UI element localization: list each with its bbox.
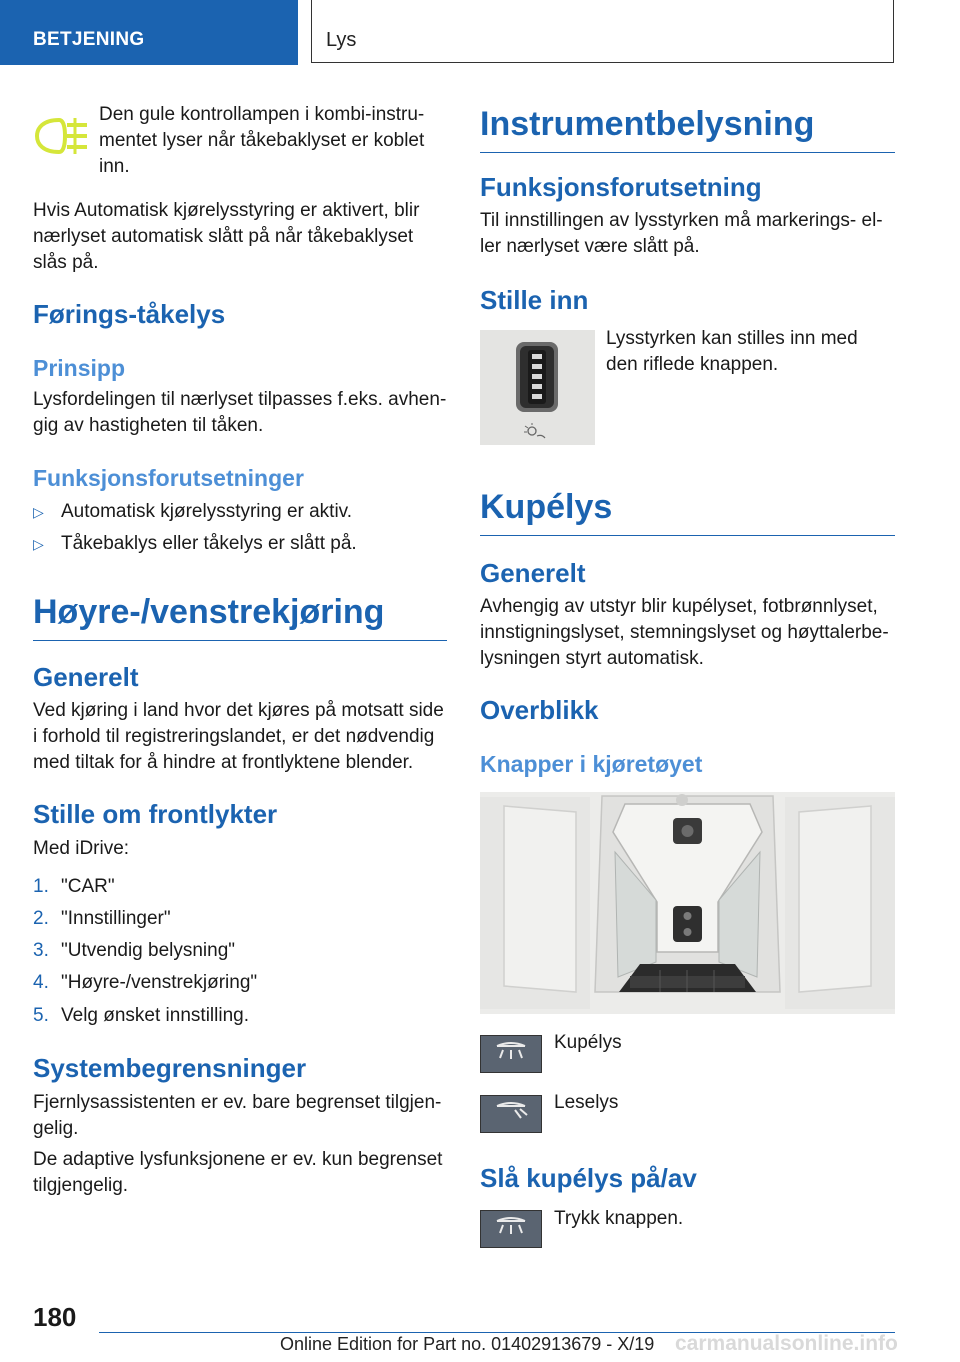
- step-number: 3.: [33, 940, 49, 961]
- icon-label-leselys: Leselys: [554, 1092, 619, 1113]
- chapter-label: Lys: [326, 29, 357, 51]
- reading-light-icon: [480, 1095, 542, 1133]
- heading-funksjonsforutsetninger: Funksjonsforutsetninger: [33, 465, 304, 491]
- heading-generelt: Generelt: [33, 662, 139, 692]
- page-number: 180: [33, 1302, 77, 1332]
- heading-stille-om-frontlykter: Stille om frontlykter: [33, 799, 278, 829]
- overhead-console-image: [480, 792, 895, 1014]
- intro-icon-text: Den gule kontrollampen i kombi-instru- mentet lyser når tåkebaklyset er koblet inn.: [99, 104, 425, 177]
- heading-systembegrensninger: Systembegrensninger: [33, 1053, 307, 1083]
- intro-paragraph: Hvis Automatisk kjørelysstyring er aktivert, blir nærlyset automatisk slått på når tåkebaklyset slås på.: [33, 200, 420, 273]
- bullet-marker: ▷: [33, 536, 44, 552]
- step-number: 5.: [33, 1005, 49, 1026]
- sla-text: Trykk knappen.: [554, 1208, 684, 1229]
- step-text: Velg ønsket innstilling.: [61, 1005, 249, 1026]
- prinsipp-text: Lysfordelingen til nærlyset tilpasses f.eks. avhen-gig av hastigheten til tåken.: [33, 389, 447, 436]
- heading-instrumentbelysning: Instrumentbelysning: [480, 104, 895, 153]
- heading-knapper-i-kjoretoyet: Knapper i kjøretøyet: [480, 751, 703, 777]
- system-text-1: Fjernlysassistenten er ev. bare begrenset tilgjen-gelig.: [33, 1092, 442, 1139]
- heading-funksjonsforutsetning: Funksjonsforutsetning: [480, 172, 762, 202]
- bullet-marker: ▷: [33, 504, 44, 520]
- fog-light-warning-icon: [33, 112, 91, 160]
- dimmer-wheel-icon: [480, 330, 595, 445]
- edition-text: Online Edition for Part no. 01402913679 - X/19: [280, 1334, 655, 1354]
- step-number: 1.: [33, 876, 49, 897]
- kupelys-generelt-text: Avhengig av utstyr blir kupélyset, fotbrønnlyset, innstigningslyset, stemningslyset og høyttalerbe-lysningen styrt automatisk.: [480, 596, 889, 669]
- heading-sla-kupelys: Slå kupélys på/av: [480, 1163, 697, 1193]
- watermark: carmanualsonline.info: [675, 1332, 898, 1355]
- heading-generelt: Generelt: [480, 558, 586, 588]
- heading-stille-inn: Stille inn: [480, 285, 589, 315]
- step-number: 4.: [33, 972, 49, 993]
- icon-label-kupelys: Kupélys: [554, 1032, 622, 1053]
- section-label: BETJENING: [33, 29, 145, 50]
- generelt-text: Ved kjøring i land hvor det kjøres på motsatt side i forhold til registreringslandet, er det nødvendig med tiltak for å hindre at frontlyktene blender.: [33, 700, 444, 773]
- heading-forings-takelys: Førings-tåkelys: [33, 299, 226, 329]
- step-text: "CAR": [61, 876, 115, 897]
- step-text: "Innstillinger": [61, 908, 171, 929]
- list-item-text: Automatisk kjørelysstyring er aktiv.: [61, 501, 353, 522]
- heading-hoyre-venstrekjoring: Høyre-/venstrekjøring: [33, 592, 447, 641]
- section-tab: [0, 0, 298, 65]
- interior-light-icon: [480, 1035, 542, 1073]
- list-item-text: Tåkebaklys eller tåkelys er slått på.: [61, 533, 357, 554]
- interior-light-icon: [480, 1210, 542, 1248]
- heading-prinsipp: Prinsipp: [33, 355, 126, 381]
- med-idrive-text: Med iDrive:: [33, 838, 130, 859]
- step-text: "Utvendig belysning": [61, 940, 236, 961]
- chapter-box: [311, 0, 894, 63]
- funksjon-text: Til innstillingen av lysstyrken må markerings- el-ler nærlyset være slått på.: [480, 210, 883, 257]
- stille-inn-text: Lysstyrken kan stilles inn med den riflede knappen.: [606, 328, 858, 375]
- step-number: 2.: [33, 908, 49, 929]
- heading-kupelys: Kupélys: [480, 487, 895, 536]
- step-text: "Høyre-/venstrekjøring": [61, 972, 258, 993]
- heading-overblikk: Overblikk: [480, 695, 599, 725]
- system-text-2: De adaptive lysfunksjonene er ev. kun begrenset tilgjengelig.: [33, 1149, 443, 1196]
